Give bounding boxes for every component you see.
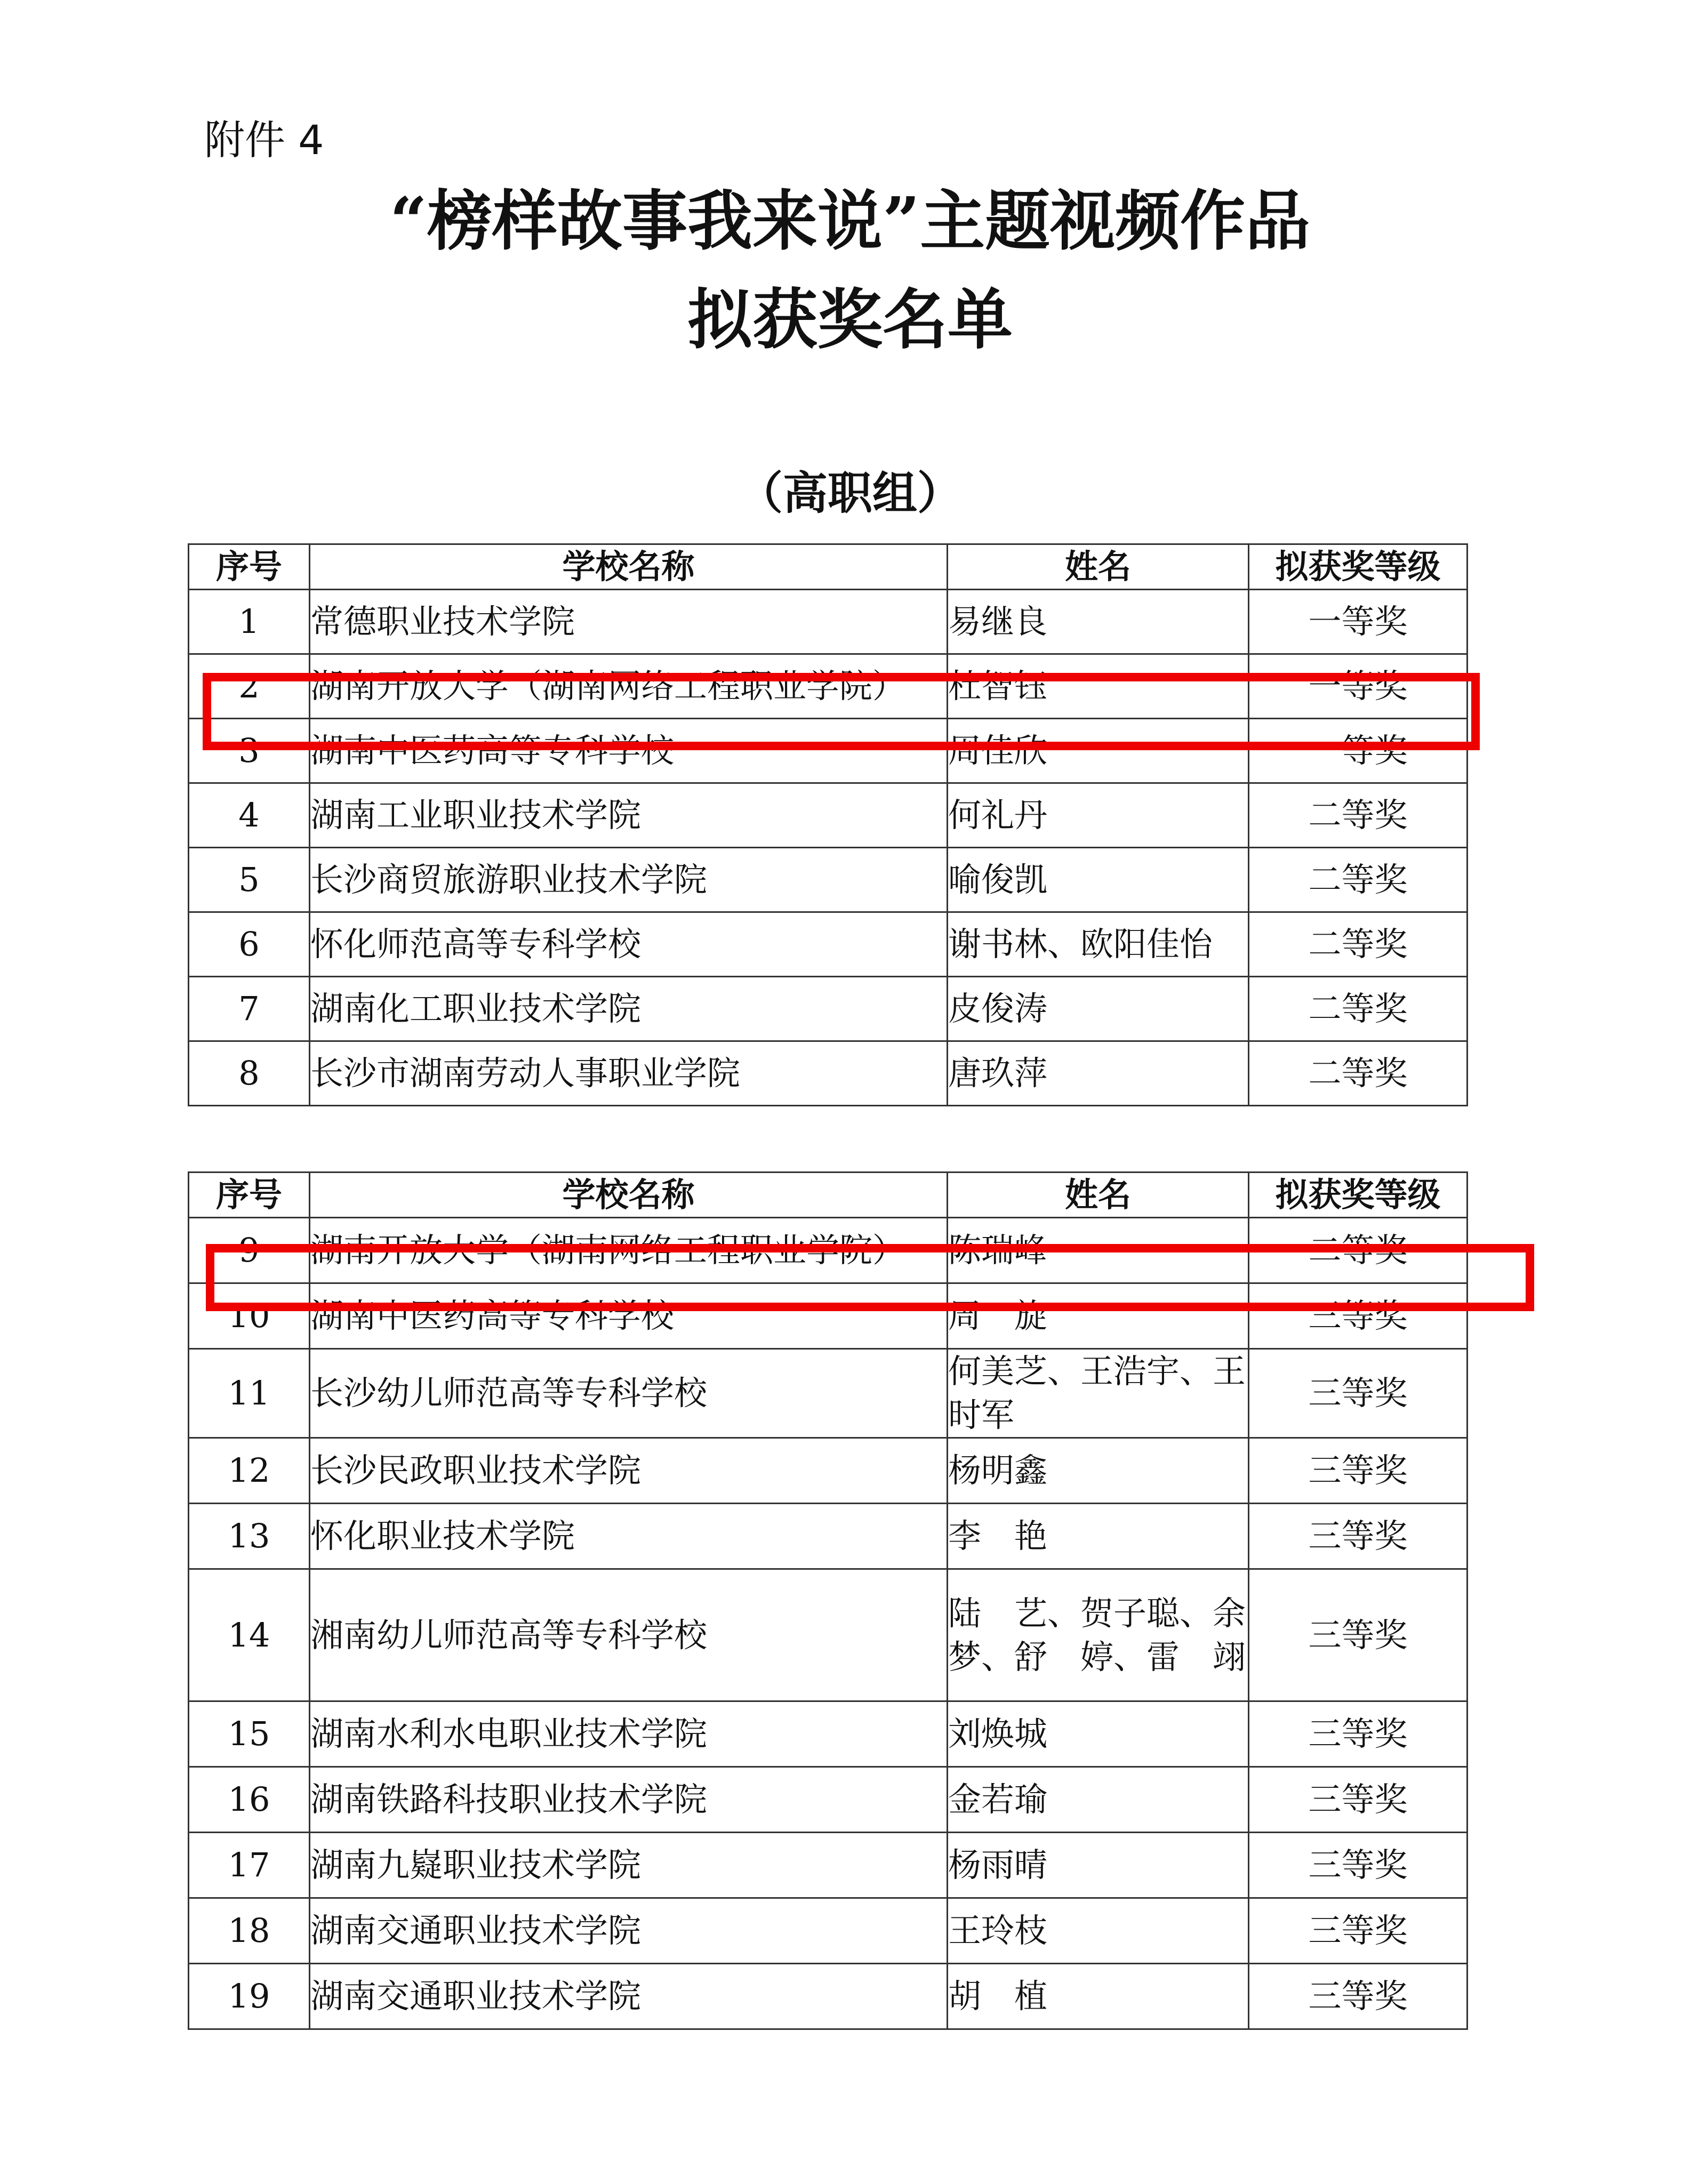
award-level: 三等奖 bbox=[1249, 1701, 1468, 1767]
header-no: 序号 bbox=[189, 544, 310, 590]
student-name: 刘焕城 bbox=[948, 1701, 1249, 1767]
school-name: 长沙民政职业技术学院 bbox=[310, 1438, 948, 1504]
header-school: 学校名称 bbox=[310, 544, 948, 590]
header-school: 学校名称 bbox=[310, 1173, 948, 1218]
header-level: 拟获奖等级 bbox=[1249, 544, 1468, 590]
table-row bbox=[189, 1833, 1468, 1898]
row-number: 8 bbox=[189, 1041, 310, 1106]
student-name: 王玲枝 bbox=[948, 1898, 1249, 1964]
attachment-label: 附件 4 bbox=[204, 116, 324, 164]
student-name: 谢书林、欧阳佳怡 bbox=[948, 912, 1249, 977]
table-row bbox=[189, 719, 1468, 783]
school-name: 湖南开放大学（湖南网络工程职业学院） bbox=[310, 1218, 948, 1283]
student-name: 陆 艺、贺子聪、余 梦、舒 婷、雷 翊 bbox=[948, 1569, 1249, 1701]
table-header-row bbox=[189, 544, 1468, 590]
school-name: 湖南交通职业技术学院 bbox=[310, 1964, 948, 2029]
header-no: 序号 bbox=[189, 1173, 310, 1218]
row-number: 18 bbox=[189, 1898, 310, 1964]
student-name: 易继良 bbox=[948, 590, 1249, 654]
table-row bbox=[189, 590, 1468, 654]
row-number: 13 bbox=[189, 1504, 310, 1569]
award-level: 三等奖 bbox=[1249, 1504, 1468, 1569]
school-name: 长沙幼儿师范高等专科学校 bbox=[310, 1349, 948, 1438]
student-name: 胡 植 bbox=[948, 1964, 1249, 2029]
table-row bbox=[189, 1041, 1468, 1106]
row-number: 14 bbox=[189, 1569, 310, 1701]
award-level: 二等奖 bbox=[1249, 1041, 1468, 1106]
award-level: 三等奖 bbox=[1249, 1964, 1468, 2029]
row-number: 5 bbox=[189, 848, 310, 912]
award-level: 二等奖 bbox=[1249, 1218, 1468, 1283]
student-name: 杜智钰 bbox=[948, 654, 1249, 719]
award-level: 二等奖 bbox=[1249, 848, 1468, 912]
row-number: 17 bbox=[189, 1833, 310, 1898]
school-name: 湖南中医药高等专科学校 bbox=[310, 1283, 948, 1349]
award-level: 三等奖 bbox=[1249, 1569, 1468, 1701]
table-row bbox=[189, 912, 1468, 977]
school-name: 湖南中医药高等专科学校 bbox=[310, 719, 948, 783]
award-level: 二等奖 bbox=[1249, 912, 1468, 977]
award-level: 一等奖 bbox=[1249, 719, 1468, 783]
student-name: 金若瑜 bbox=[948, 1767, 1249, 1833]
student-name: 李 艳 bbox=[948, 1504, 1249, 1569]
school-name: 长沙市湖南劳动人事职业学院 bbox=[310, 1041, 948, 1106]
award-level: 二等奖 bbox=[1249, 977, 1468, 1041]
school-name: 湖南九嶷职业技术学院 bbox=[310, 1833, 948, 1898]
row-number: 3 bbox=[189, 719, 310, 783]
award-level: 三等奖 bbox=[1249, 1767, 1468, 1833]
table-row bbox=[189, 1898, 1468, 1964]
table-row bbox=[189, 977, 1468, 1041]
student-name: 陈瑞峰 bbox=[948, 1218, 1249, 1283]
school-name: 湖南化工职业技术学院 bbox=[310, 977, 948, 1041]
student-name: 唐玖萍 bbox=[948, 1041, 1249, 1106]
table-row bbox=[189, 1701, 1468, 1767]
school-name: 怀化师范高等专科学校 bbox=[310, 912, 948, 977]
table-row bbox=[189, 1767, 1468, 1833]
row-number: 1 bbox=[189, 590, 310, 654]
school-name: 湖南铁路科技职业技术学院 bbox=[310, 1767, 948, 1833]
row-number: 11 bbox=[189, 1349, 310, 1438]
school-name: 湖南工业职业技术学院 bbox=[310, 783, 948, 848]
header-name: 姓名 bbox=[948, 544, 1249, 590]
table-row bbox=[189, 848, 1468, 912]
row-number: 7 bbox=[189, 977, 310, 1041]
row-number: 15 bbox=[189, 1701, 310, 1767]
row-number: 4 bbox=[189, 783, 310, 848]
school-name: 怀化职业技术学院 bbox=[310, 1504, 948, 1569]
table-row bbox=[189, 654, 1468, 719]
table-row bbox=[189, 1349, 1468, 1438]
table-row bbox=[189, 1964, 1468, 2029]
student-name: 杨明鑫 bbox=[948, 1438, 1249, 1504]
row-number: 9 bbox=[189, 1218, 310, 1283]
award-table-1 bbox=[188, 543, 1468, 1106]
student-name: 周佳欣 bbox=[948, 719, 1249, 783]
student-name: 喻俊凯 bbox=[948, 848, 1249, 912]
student-name: 何礼丹 bbox=[948, 783, 1249, 848]
student-name: 何美芝、王浩宇、王时军 bbox=[948, 1349, 1249, 1438]
table-row bbox=[189, 1569, 1468, 1701]
award-level: 三等奖 bbox=[1249, 1898, 1468, 1964]
row-number: 12 bbox=[189, 1438, 310, 1504]
award-level: 三等奖 bbox=[1249, 1438, 1468, 1504]
header-level: 拟获奖等级 bbox=[1249, 1173, 1468, 1218]
table-header-row bbox=[189, 1173, 1468, 1218]
student-name: 周 旋 bbox=[948, 1283, 1249, 1349]
award-level: 一等奖 bbox=[1249, 590, 1468, 654]
school-name: 湖南开放大学（湖南网络工程职业学院） bbox=[310, 654, 948, 719]
row-number: 2 bbox=[189, 654, 310, 719]
table-row bbox=[189, 1438, 1468, 1504]
row-number: 19 bbox=[189, 1964, 310, 2029]
award-level: 三等奖 bbox=[1249, 1349, 1468, 1438]
page-subtitle: 拟获奖名单 bbox=[687, 281, 1013, 358]
page-title: “榜样故事我来说”主题视频作品 bbox=[389, 182, 1311, 259]
award-level: 二等奖 bbox=[1249, 783, 1468, 848]
student-name: 皮俊涛 bbox=[948, 977, 1249, 1041]
row-number: 10 bbox=[189, 1283, 310, 1349]
award-table-2 bbox=[188, 1171, 1468, 2030]
student-name: 杨雨晴 bbox=[948, 1833, 1249, 1898]
award-level: 三等奖 bbox=[1249, 1283, 1468, 1349]
school-name: 湖南水利水电职业技术学院 bbox=[310, 1701, 948, 1767]
table-row bbox=[189, 1218, 1468, 1283]
table-row bbox=[189, 783, 1468, 848]
school-name: 常德职业技术学院 bbox=[310, 590, 948, 654]
award-level: 一等奖 bbox=[1249, 654, 1468, 719]
group-label: （高职组） bbox=[737, 467, 962, 519]
school-name: 长沙商贸旅游职业技术学院 bbox=[310, 848, 948, 912]
award-level: 三等奖 bbox=[1249, 1833, 1468, 1898]
table-row bbox=[189, 1283, 1468, 1349]
school-name: 湘南幼儿师范高等专科学校 bbox=[310, 1569, 948, 1701]
table-row bbox=[189, 1504, 1468, 1569]
school-name: 湖南交通职业技术学院 bbox=[310, 1898, 948, 1964]
row-number: 16 bbox=[189, 1767, 310, 1833]
row-number: 6 bbox=[189, 912, 310, 977]
header-name: 姓名 bbox=[948, 1173, 1249, 1218]
